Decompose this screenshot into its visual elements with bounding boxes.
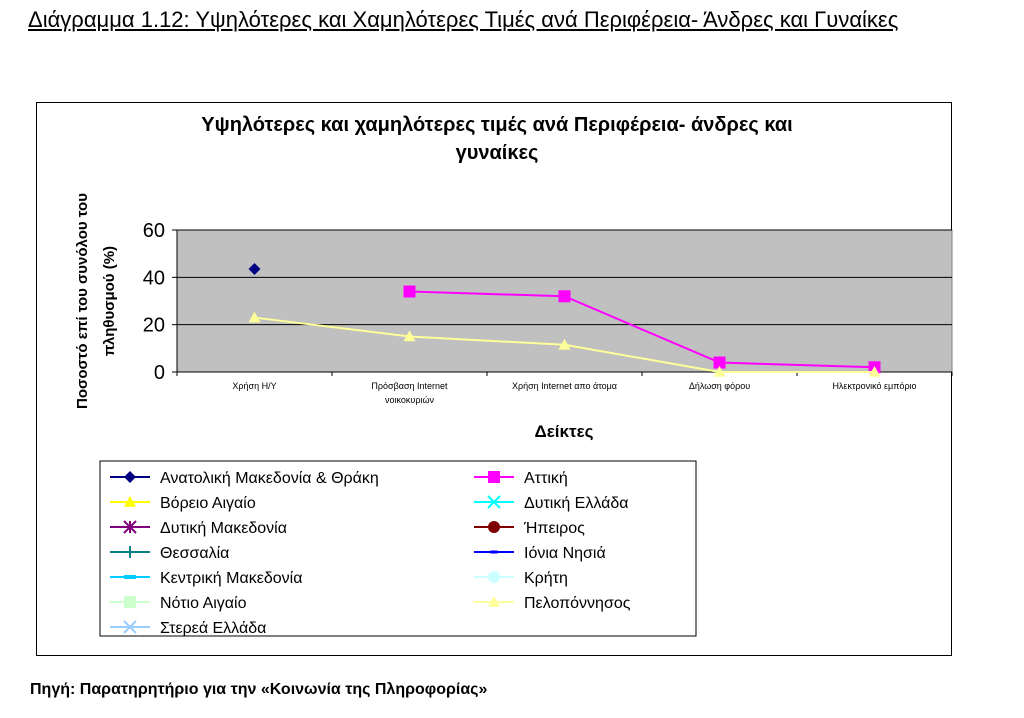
x-tick-label: Χρήση Internet απο άτομα bbox=[511, 381, 618, 391]
legend-label: Κρήτη bbox=[524, 570, 568, 587]
legend-label: Αττική bbox=[524, 470, 568, 487]
legend-label: Νότιο Αιγαίο bbox=[160, 595, 247, 612]
legend-label: Δυτική Ελλάδα bbox=[524, 495, 629, 512]
x-tick-label: νοικοκυριών bbox=[385, 395, 434, 405]
chart-title-line: Υψηλότερες και χαμηλότερες τιμές ανά Περιφέρεια- άνδρες και bbox=[201, 114, 793, 136]
x-tick-label: Πρόσβαση Internet bbox=[371, 381, 448, 391]
y-tick-label: 60 bbox=[142, 220, 165, 242]
source-note: Πηγή: Παρατηρητήριο για την «Κοινωνία της Πληροφορίας» bbox=[30, 681, 488, 698]
marker bbox=[404, 286, 416, 298]
marker bbox=[559, 290, 571, 302]
y-axis-label-line: πληθυσμού (%) bbox=[101, 245, 118, 357]
line-chart bbox=[37, 103, 953, 657]
x-tick-label: Χρήση Η/Υ bbox=[232, 381, 277, 391]
marker bbox=[488, 521, 500, 533]
marker bbox=[488, 571, 500, 583]
legend-label: Δυτική Μακεδονία bbox=[160, 520, 287, 537]
y-axis-label-line: Ποσοστό επί του συνόλου του bbox=[74, 193, 91, 409]
legend-label: Ιόνια Νησιά bbox=[524, 545, 606, 562]
chart-frame bbox=[36, 102, 952, 656]
marker bbox=[488, 471, 500, 483]
legend-label: Θεσσαλία bbox=[160, 545, 230, 562]
document-heading: Διάγραμμα 1.12: Υψηλότερες και Χαμηλότερες Τιμές ανά Περιφέρεια- Άνδρες και Γυναίκες bbox=[28, 7, 899, 32]
legend-label: Ήπειρος bbox=[524, 520, 585, 537]
y-tick-label: 40 bbox=[142, 267, 165, 290]
x-tick-label: Ηλεκτρονικό εμπόριο bbox=[832, 381, 917, 391]
marker bbox=[124, 596, 136, 608]
y-tick-label: 0 bbox=[153, 362, 165, 384]
legend-label: Ανατολική Μακεδονία & Θράκη bbox=[160, 470, 379, 487]
y-tick-label: 20 bbox=[142, 314, 165, 337]
legend-label: Κεντρική Μακεδονία bbox=[160, 570, 303, 587]
x-tick-label: Δήλωση φόρου bbox=[688, 381, 751, 391]
legend-label: Πελοπόννησος bbox=[524, 595, 631, 612]
marker bbox=[124, 575, 136, 579]
marker bbox=[490, 551, 497, 554]
x-axis-label: Δείκτες bbox=[534, 422, 594, 441]
legend-label: Στερεά Ελλάδα bbox=[160, 620, 267, 637]
legend-label: Βόρειο Αιγαίο bbox=[160, 495, 256, 512]
chart-title-line: γυναίκες bbox=[455, 142, 539, 164]
